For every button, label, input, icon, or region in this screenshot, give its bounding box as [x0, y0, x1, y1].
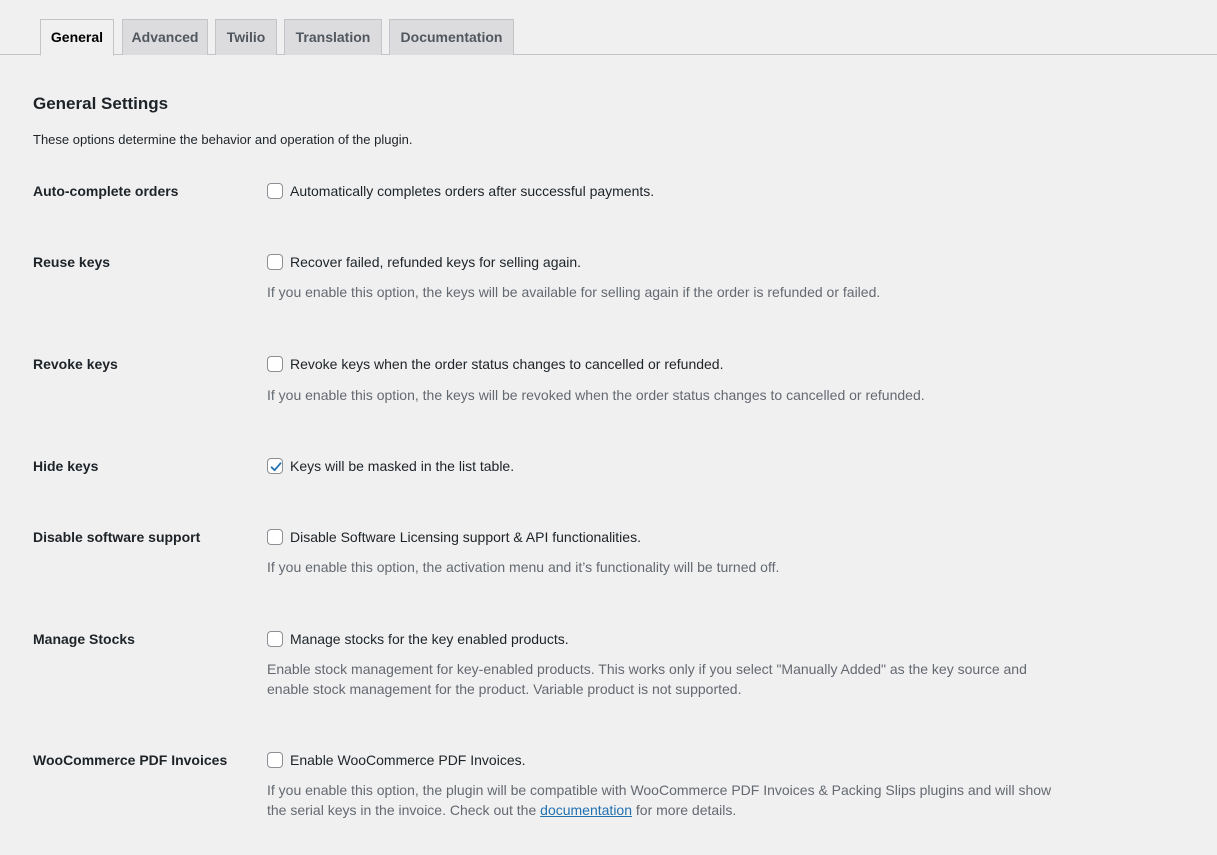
pdf-invoices-description-line-2 [267, 800, 1067, 820]
section-description: These options determine the behavior and operation of the plugin. [33, 132, 413, 147]
hide-keys-label: Hide keys [33, 458, 99, 474]
pdf-invoices-description [267, 780, 1067, 820]
section-title: General Settings [33, 94, 169, 113]
revoke-keys-description: If you enable this option, the keys will be revoked when the order status changes to cancelled or refunded. [267, 387, 925, 403]
reuse-keys-checkbox-label: Recover failed, refunded keys for selling again. [290, 254, 582, 270]
reuse-keys-description: If you enable this option, the keys will be available for selling again if the order is refunded or failed. [267, 284, 881, 300]
manage-stocks-description [267, 659, 1067, 699]
disable-support-checkbox[interactable] [267, 529, 283, 545]
manage-stocks-checkbox-label: Manage stocks for the key enabled products. [290, 631, 569, 647]
pdf-invoices-description-line-1: If you enable this option, the plugin will be compatible with WooCommerce PDF Invoices & Packing Slips plugins and will show [267, 782, 1052, 798]
disable-support-option[interactable] [267, 527, 641, 547]
auto-complete-checkbox[interactable] [267, 183, 283, 199]
tab-documentation[interactable]: Documentation [389, 19, 514, 55]
manage-stocks-checkbox[interactable] [267, 631, 283, 647]
pdf-invoices-option[interactable] [267, 750, 526, 770]
pdf-invoices-checkbox-label: Enable WooCommerce PDF Invoices. [290, 752, 526, 768]
hide-keys-checkbox-label: Keys will be masked in the list table. [290, 458, 515, 474]
revoke-keys-option[interactable] [267, 354, 723, 374]
pdf-invoices-description-after-link: for more details. [635, 802, 737, 818]
reuse-keys-option[interactable] [267, 252, 581, 272]
manage-stocks-option[interactable] [267, 629, 569, 649]
documentation-link[interactable]: documentation [540, 802, 632, 818]
revoke-keys-checkbox[interactable] [267, 356, 283, 372]
pdf-invoices-checkbox[interactable] [267, 752, 283, 768]
revoke-keys-checkbox-label: Revoke keys when the order status changes to cancelled or refunded. [290, 356, 724, 372]
pdf-invoices-description-before-link: the serial keys in the invoice. Check out the [267, 802, 537, 818]
revoke-keys-label: Revoke keys [33, 356, 118, 372]
manage-stocks-label: Manage Stocks [33, 631, 135, 647]
auto-complete-checkbox-label: Automatically completes orders after successful payments. [290, 183, 655, 199]
tab-advanced[interactable]: Advanced [122, 19, 208, 55]
reuse-keys-checkbox[interactable] [267, 254, 283, 270]
tab-twilio[interactable]: Twilio [215, 19, 277, 55]
reuse-keys-label: Reuse keys [33, 254, 111, 270]
pdf-invoices-label: WooCommerce PDF Invoices [33, 752, 228, 768]
auto-complete-label: Auto-complete orders [33, 183, 179, 199]
disable-support-label: Disable software support [33, 529, 201, 545]
checkmark-icon [268, 459, 284, 475]
hide-keys-option[interactable] [267, 456, 514, 476]
auto-complete-option[interactable] [267, 181, 654, 201]
disable-support-checkbox-label: Disable Software Licensing support & API functionalities. [290, 529, 641, 545]
hide-keys-checkbox[interactable] [267, 458, 283, 474]
manage-stocks-description-line-1: Enable stock management for key-enabled products. This works only if you select "Manually Added" as the key source and [267, 661, 1027, 677]
manage-stocks-description-line-2: enable stock management for the product. Variable product is not supported. [267, 681, 742, 697]
tab-general[interactable]: General [40, 19, 114, 56]
settings-tab-bar [0, 0, 1217, 55]
disable-support-description: If you enable this option, the activation menu and it’s functionality will be turned off. [267, 559, 780, 575]
tab-translation[interactable]: Translation [284, 19, 382, 55]
